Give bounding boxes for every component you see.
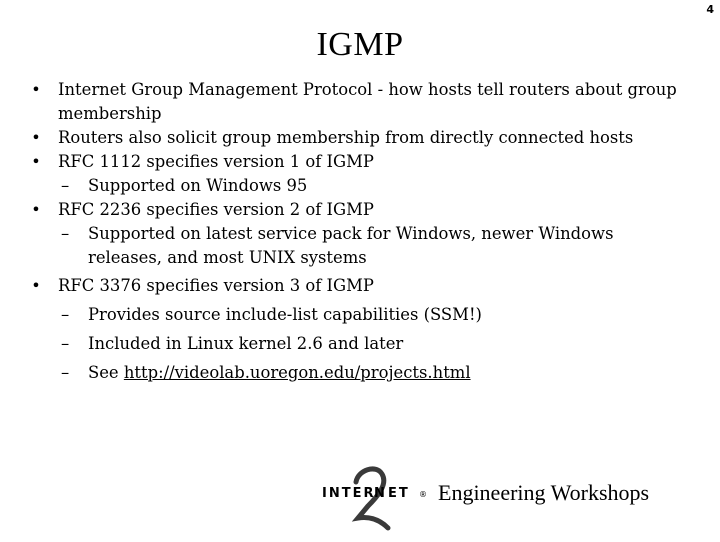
bullet-dot-icon: • <box>31 128 41 147</box>
dash-icon: – <box>61 224 70 243</box>
bullet-item <box>28 274 700 298</box>
bullet-text: Internet Group Management Protocol - how hosts tell routers about group membership <box>58 80 677 123</box>
dash-icon: – <box>61 305 70 324</box>
logo-text-right: ET <box>388 486 410 501</box>
bullet-item <box>28 78 700 126</box>
page-number: 4 <box>706 3 714 16</box>
sub-bullet-text: Supported on Windows 95 <box>88 176 308 195</box>
bullet-item <box>28 150 700 174</box>
bullet-item <box>28 198 700 222</box>
dash-icon: – <box>61 176 70 195</box>
svg-text:N: N <box>374 486 385 501</box>
bullet-item <box>28 126 700 150</box>
bullet-dot-icon: • <box>31 276 41 295</box>
bullet-text: RFC 1112 specifies version 1 of IGMP <box>58 152 374 171</box>
bullet-text: RFC 3376 specifies version 3 of IGMP <box>58 276 374 295</box>
sub-bullet-text: Included in Linux kernel 2.6 and later <box>88 334 404 353</box>
slide-title: IGMP <box>316 26 404 63</box>
logo-registered: ® <box>419 490 427 499</box>
sub-bullet-item <box>28 222 700 270</box>
sub-bullet-item <box>28 361 700 385</box>
dash-icon: – <box>61 363 70 382</box>
sub-bullet-text: Supported on latest service pack for Windows, newer Windows releases, and most UNIX systems <box>88 224 614 267</box>
bullet-dot-icon: • <box>31 80 41 99</box>
sub-bullet-prefix: See <box>88 363 124 382</box>
sub-bullet-item <box>28 332 700 356</box>
logo-text-left: INTER <box>322 486 376 501</box>
internet2-logo <box>318 462 438 538</box>
bullet-dot-icon: • <box>31 152 41 171</box>
sub-bullet-item <box>28 174 700 198</box>
footer-text: Engineering Workshops <box>438 480 650 505</box>
bullet-dot-icon: • <box>31 200 41 219</box>
bullet-text: Routers also solicit group membership from directly connected hosts <box>58 128 634 147</box>
sub-bullet-text: Provides source include-list capabilities (SSM!) <box>88 305 482 324</box>
bullet-text: RFC 2236 specifies version 2 of IGMP <box>58 200 374 219</box>
slide-content <box>28 78 700 385</box>
sub-bullet-item <box>28 303 700 327</box>
projects-link[interactable]: http://videolab.uoregon.edu/projects.html <box>123 363 471 382</box>
dash-icon: – <box>61 334 70 353</box>
